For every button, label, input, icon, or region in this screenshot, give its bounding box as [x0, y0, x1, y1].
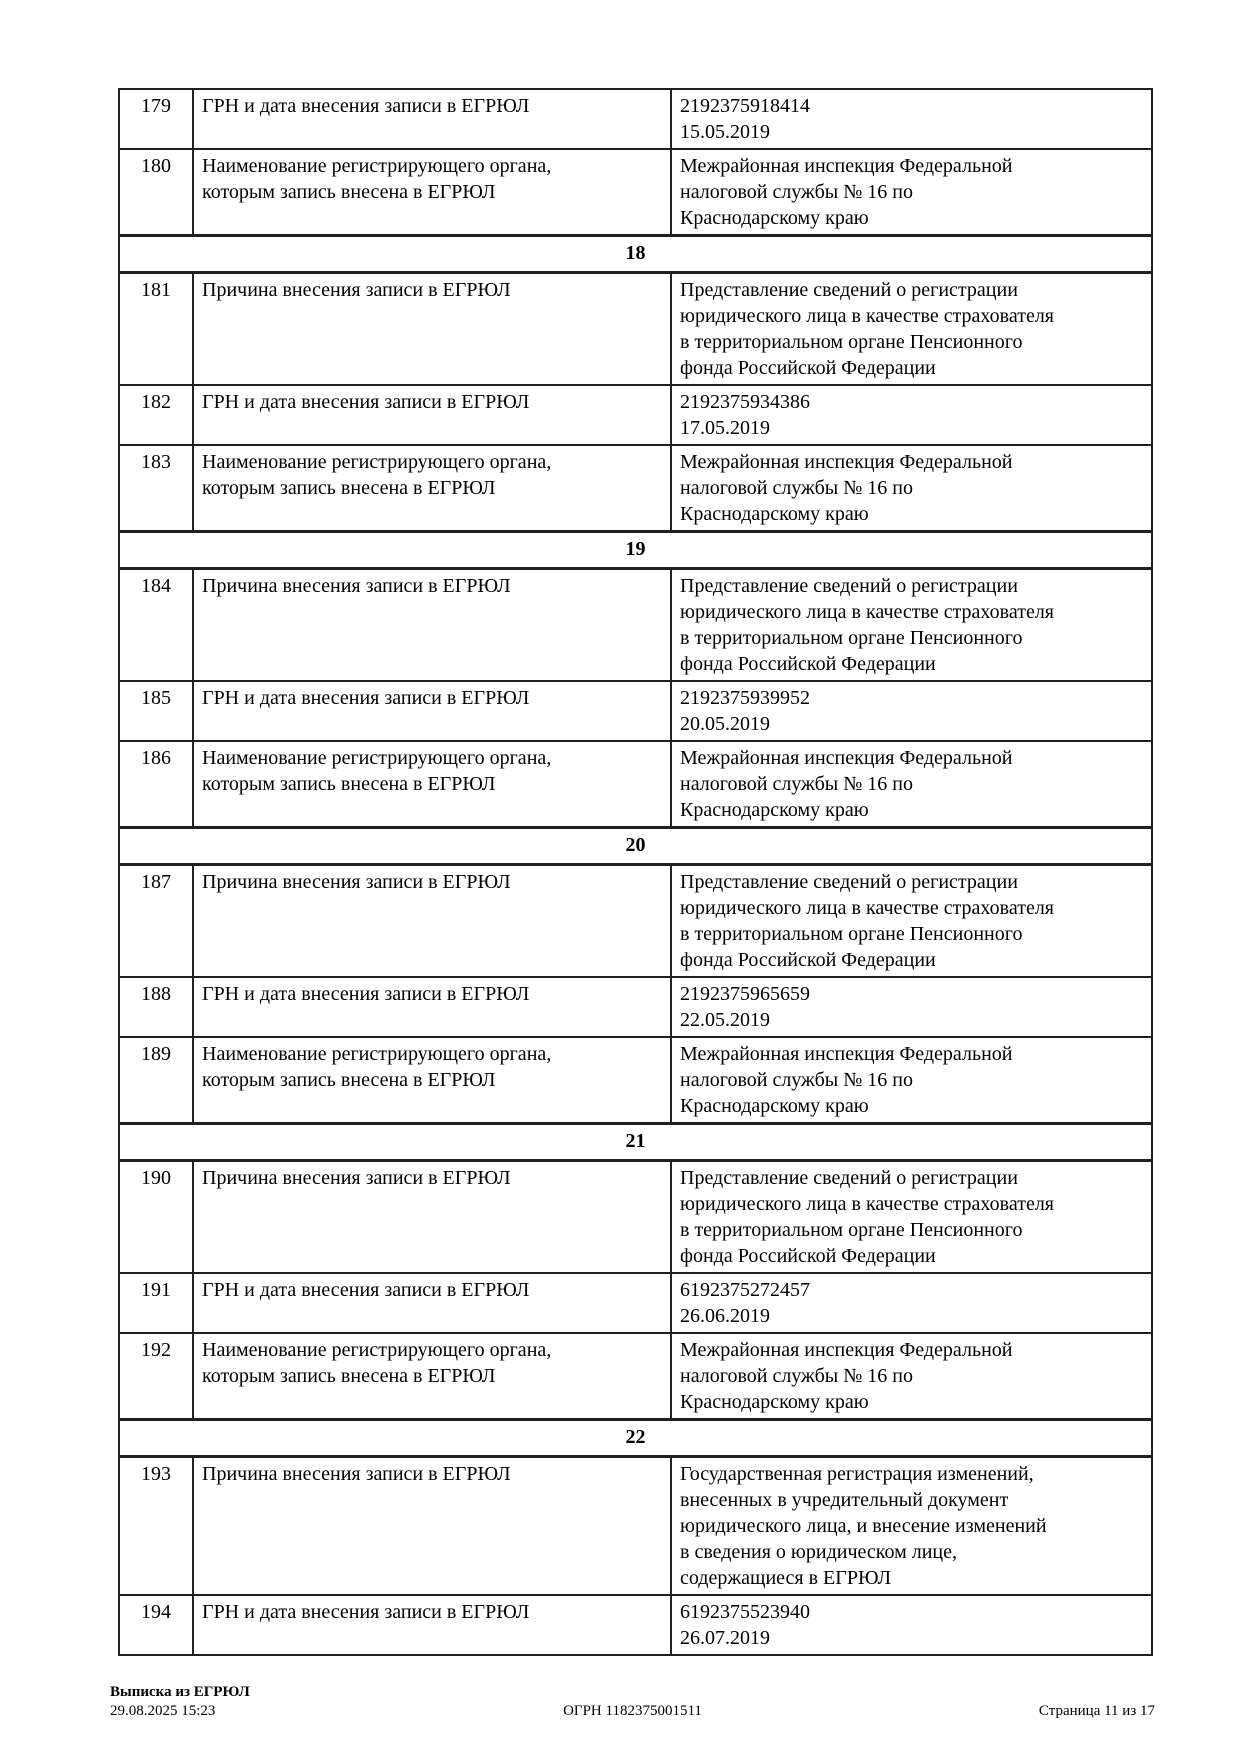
section-number: 22	[119, 1420, 1152, 1457]
row-value: Государственная регистрация изменений, внесенных в учредительный документ юридического лица, и внесение изменений в сведения о юридическом лице, содержащиеся в ЕГРЮЛ	[671, 1457, 1152, 1596]
row-number: 188	[119, 977, 193, 1037]
footer-doc-title: Выписка из ЕГРЮЛ	[110, 1684, 250, 1700]
row-label: Причина внесения записи в ЕГРЮЛ	[193, 273, 671, 386]
row-value: Представление сведений о регистрации юридического лица в качестве страхователя в территориальном органе Пенсионного фонда Российской Федерации	[671, 1161, 1152, 1274]
table-row	[119, 1333, 1152, 1420]
row-number: 181	[119, 273, 193, 386]
table-row	[119, 1037, 1152, 1124]
section-number: 18	[119, 236, 1152, 273]
row-label: Наименование регистрирующего органа, которым запись внесена в ЕГРЮЛ	[193, 741, 671, 828]
row-value: 2192375965659 22.05.2019	[671, 977, 1152, 1037]
row-number: 184	[119, 569, 193, 682]
row-label: Причина внесения записи в ЕГРЮЛ	[193, 865, 671, 978]
row-value: 2192375934386 17.05.2019	[671, 385, 1152, 445]
table-row	[119, 1457, 1152, 1596]
row-label: Наименование регистрирующего органа, которым запись внесена в ЕГРЮЛ	[193, 149, 671, 236]
row-label: ГРН и дата внесения записи в ЕГРЮЛ	[193, 385, 671, 445]
row-number: 186	[119, 741, 193, 828]
table-row	[119, 681, 1152, 741]
footer-datetime: 29.08.2025 15:23	[110, 1703, 216, 1719]
section-header-row	[119, 1124, 1152, 1161]
row-value: 6192375523940 26.07.2019	[671, 1595, 1152, 1655]
section-number: 20	[119, 828, 1152, 865]
row-number: 194	[119, 1595, 193, 1655]
table-row	[119, 1595, 1152, 1655]
row-number: 182	[119, 385, 193, 445]
row-label: ГРН и дата внесения записи в ЕГРЮЛ	[193, 977, 671, 1037]
row-label: ГРН и дата внесения записи в ЕГРЮЛ	[193, 681, 671, 741]
row-value: Межрайонная инспекция Федеральной налоговой службы № 16 по Краснодарскому краю	[671, 741, 1152, 828]
section-number: 21	[119, 1124, 1152, 1161]
row-value: Межрайонная инспекция Федеральной налоговой службы № 16 по Краснодарскому краю	[671, 445, 1152, 532]
row-label: Причина внесения записи в ЕГРЮЛ	[193, 1161, 671, 1274]
footer-page-number: Страница 11 из 17	[1038, 1703, 1155, 1719]
row-number: 187	[119, 865, 193, 978]
footer-ogrn: ОГРН 1182375001511	[563, 1703, 702, 1719]
row-number: 179	[119, 89, 193, 149]
section-header-row	[119, 1420, 1152, 1457]
table-row	[119, 1273, 1152, 1333]
row-number: 191	[119, 1273, 193, 1333]
row-value: Представление сведений о регистрации юридического лица в качестве страхователя в территориальном органе Пенсионного фонда Российской Федерации	[671, 569, 1152, 682]
table-row	[119, 1161, 1152, 1274]
egrul-records-table	[118, 88, 1153, 1656]
row-value: Представление сведений о регистрации юридического лица в качестве страхователя в территориальном органе Пенсионного фонда Российской Федерации	[671, 273, 1152, 386]
row-label: ГРН и дата внесения записи в ЕГРЮЛ	[193, 89, 671, 149]
table-row	[119, 89, 1152, 149]
row-value: 2192375918414 15.05.2019	[671, 89, 1152, 149]
table-row	[119, 273, 1152, 386]
section-header-row	[119, 828, 1152, 865]
row-value: 2192375939952 20.05.2019	[671, 681, 1152, 741]
row-value: Межрайонная инспекция Федеральной налоговой службы № 16 по Краснодарскому краю	[671, 149, 1152, 236]
table-row	[119, 569, 1152, 682]
row-number: 180	[119, 149, 193, 236]
row-label: Наименование регистрирующего органа, которым запись внесена в ЕГРЮЛ	[193, 1333, 671, 1420]
section-header-row	[119, 532, 1152, 569]
section-number: 19	[119, 532, 1152, 569]
row-value: 6192375272457 26.06.2019	[671, 1273, 1152, 1333]
table-row	[119, 741, 1152, 828]
table-row	[119, 149, 1152, 236]
table-row	[119, 385, 1152, 445]
table-row	[119, 445, 1152, 532]
row-value: Представление сведений о регистрации юридического лица в качестве страхователя в территориальном органе Пенсионного фонда Российской Федерации	[671, 865, 1152, 978]
row-value: Межрайонная инспекция Федеральной налоговой службы № 16 по Краснодарскому краю	[671, 1037, 1152, 1124]
row-number: 185	[119, 681, 193, 741]
row-label: Причина внесения записи в ЕГРЮЛ	[193, 1457, 671, 1596]
table-row	[119, 977, 1152, 1037]
row-label: Наименование регистрирующего органа, которым запись внесена в ЕГРЮЛ	[193, 1037, 671, 1124]
row-label: Причина внесения записи в ЕГРЮЛ	[193, 569, 671, 682]
row-number: 192	[119, 1333, 193, 1420]
row-number: 189	[119, 1037, 193, 1124]
table-row	[119, 865, 1152, 978]
row-value: Межрайонная инспекция Федеральной налоговой службы № 16 по Краснодарскому краю	[671, 1333, 1152, 1420]
row-number: 193	[119, 1457, 193, 1596]
row-label: Наименование регистрирующего органа, которым запись внесена в ЕГРЮЛ	[193, 445, 671, 532]
row-number: 183	[119, 445, 193, 532]
section-header-row	[119, 236, 1152, 273]
row-label: ГРН и дата внесения записи в ЕГРЮЛ	[193, 1273, 671, 1333]
row-label: ГРН и дата внесения записи в ЕГРЮЛ	[193, 1595, 671, 1655]
row-number: 190	[119, 1161, 193, 1274]
